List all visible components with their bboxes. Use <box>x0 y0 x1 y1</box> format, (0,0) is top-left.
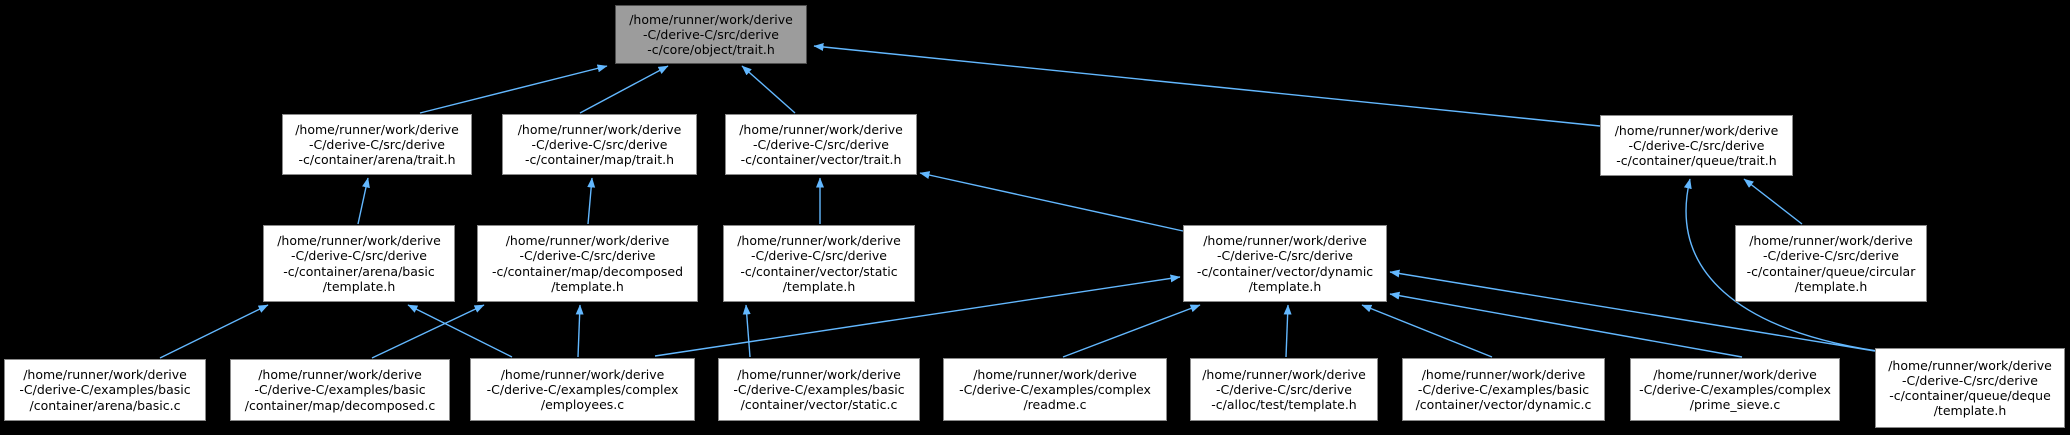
node-prime-sieve-c[interactable] <box>1630 358 1840 421</box>
node-label-line: /readme.c <box>1023 397 1087 413</box>
edge-vector-trait--object-trait <box>742 66 795 113</box>
node-label-line: /home/runner/work/derive <box>1202 366 1366 382</box>
node-label-line: -C/derive-C/src/derive <box>750 248 887 264</box>
node-label-line: -C/derive-C/src/derive <box>642 26 779 42</box>
node-label-line: -C/derive-C/src/derive <box>752 136 889 152</box>
node-label-line: -C/derive-C/src/derive <box>519 248 656 264</box>
node-label-line: /home/runner/work/derive <box>295 121 459 137</box>
node-arena-basic-template[interactable] <box>263 225 455 302</box>
node-vector-static-template[interactable] <box>723 225 915 302</box>
node-label-line: -C/derive-C/src/derive <box>1216 248 1353 264</box>
node-label-line: /home/runner/work/derive <box>505 233 670 249</box>
node-label-line: /home/runner/work/derive <box>739 121 903 137</box>
node-label-line: /container/arena/basic.c <box>29 397 181 413</box>
edge-arena-trait--object-trait <box>420 66 607 113</box>
node-label-line: /prime_sieve.c <box>1689 397 1781 413</box>
node-arena-basic-c[interactable] <box>4 359 206 421</box>
node-label-line: /template.h <box>1933 403 2007 419</box>
node-label-line: /template.h <box>322 278 396 294</box>
node-label-line: /home/runner/work/derive <box>1888 357 2052 373</box>
node-vector-dynamic-c[interactable] <box>1402 358 1605 421</box>
node-label-line: -c/core/object/trait.h <box>647 42 775 58</box>
node-vector-static-c[interactable] <box>718 358 920 421</box>
node-employees-c[interactable] <box>470 358 695 421</box>
node-label-line: -C/derive-C/src/derive <box>1215 381 1352 397</box>
node-label-line: -c/container/queue/circular <box>1746 263 1916 279</box>
edge-alloc-test-template--vector-dynamic-template <box>1286 305 1288 357</box>
node-label-line: -c/container/vector/dynamic <box>1196 263 1374 279</box>
node-label-line: -C/derive-C/examples/basic <box>1417 381 1590 397</box>
node-label-line: -c/container/queue/trait.h <box>1616 153 1777 169</box>
edge-arena-basic-template--arena-trait <box>358 178 368 224</box>
edge-queue-trait--object-trait <box>814 46 1600 126</box>
edge-vector-dynamic-template--vector-trait <box>920 173 1183 231</box>
edge-arena-basic-c--arena-basic-template <box>160 305 268 358</box>
edge-map-trait--object-trait <box>580 66 668 113</box>
node-label-line: -C/derive-C/examples/basic <box>19 382 191 398</box>
node-label-line: -c/container/map/decomposed <box>491 263 684 279</box>
node-label-line: /home/runner/work/derive <box>1203 233 1367 249</box>
node-label-line: -c/container/arena/trait.h <box>298 152 456 168</box>
node-label-line: -C/derive-C/examples/complex <box>1639 381 1831 397</box>
node-vector-trait[interactable] <box>725 114 917 175</box>
node-label-line: /home/runner/work/derive <box>1421 366 1586 382</box>
node-label-line: -c/alloc/test/template.h <box>1211 397 1357 413</box>
node-map-trait[interactable] <box>502 114 697 175</box>
node-label-line: /home/runner/work/derive <box>737 233 901 249</box>
node-label-line: /employees.c <box>540 397 625 413</box>
node-label-line: -c/container/map/trait.h <box>525 152 674 168</box>
node-label-line: -c/container/queue/deque <box>1889 388 2051 403</box>
edge-vector-static-c--vector-static-template <box>746 305 750 357</box>
edge-prime-sieve-c--vector-dynamic-template <box>1390 294 1742 357</box>
node-label-line: /container/map/decomposed.c <box>244 397 436 413</box>
node-label-line: /template.h <box>551 278 624 294</box>
node-queue-circular-template[interactable] <box>1735 225 1927 302</box>
node-map-decomposed-c[interactable] <box>230 359 450 421</box>
edge-readme-c--vector-dynamic-template <box>1063 305 1200 357</box>
node-label-line: /home/runner/work/derive <box>973 366 1137 382</box>
node-vector-dynamic-template[interactable] <box>1183 225 1387 302</box>
node-label-line: -C/derive-C/src/derive <box>290 248 427 264</box>
node-object-trait <box>615 5 807 64</box>
node-label-line: -C/derive-C/src/derive <box>1628 137 1765 153</box>
node-label-line: /home/runner/work/derive <box>737 366 901 382</box>
edge-queue-circular-template--queue-trait <box>1744 179 1802 224</box>
node-label-line: -C/derive-C/src/derive <box>1901 372 2038 388</box>
node-label-line: /home/runner/work/derive <box>500 366 665 382</box>
node-label-line: /home/runner/work/derive <box>1653 366 1817 382</box>
node-label-line: /home/runner/work/derive <box>258 367 422 383</box>
edge-map-decomposed-template--map-trait <box>588 178 592 224</box>
edge-map-decomposed-c--map-decomposed-template <box>372 305 484 358</box>
node-label-line: /home/runner/work/derive <box>277 233 441 249</box>
node-label-line: -C/derive-C/src/derive <box>308 136 445 152</box>
edge-employees-c--map-decomposed-template <box>578 305 580 357</box>
node-arena-trait[interactable] <box>282 114 472 175</box>
node-label-line: /home/runner/work/derive <box>1749 233 1913 249</box>
node-label-line: /home/runner/work/derive <box>23 367 187 383</box>
node-label-line: /home/runner/work/derive <box>1614 122 1779 138</box>
node-label-line: -c/container/arena/basic <box>283 263 435 279</box>
node-readme-c[interactable] <box>943 358 1167 421</box>
node-label-line: -C/derive-C/examples/basic <box>733 381 905 397</box>
node-label-line: -C/derive-C/examples/complex <box>959 381 1151 397</box>
node-label-line: /container/vector/static.c <box>740 397 898 413</box>
node-label-line: -C/derive-C/examples/complex <box>486 381 679 397</box>
node-label-line: -C/derive-C/examples/basic <box>254 382 426 398</box>
node-label-line: -C/derive-C/src/derive <box>1762 248 1899 264</box>
node-label-line: /home/runner/work/derive <box>629 11 793 27</box>
node-map-decomposed-template[interactable] <box>477 225 698 302</box>
edge-employees-c--arena-basic-template <box>408 305 512 357</box>
node-label-line: -c/container/vector/static <box>740 263 898 279</box>
node-label-line: -c/container/vector/trait.h <box>740 152 902 168</box>
node-label-line: /template.h <box>1248 278 1322 294</box>
node-alloc-test-template[interactable] <box>1190 358 1378 421</box>
node-label-line: -C/derive-C/src/derive <box>531 136 668 152</box>
node-label-line: /template.h <box>782 278 856 294</box>
node-queue-deque-template[interactable] <box>1875 348 2065 428</box>
node-label-line: /home/runner/work/derive <box>517 121 682 137</box>
node-label-line: /container/vector/dynamic.c <box>1415 397 1592 413</box>
edge-vector-dynamic-c--vector-dynamic-template <box>1362 305 1492 357</box>
node-queue-trait[interactable] <box>1600 115 1793 176</box>
node-label-line: /template.h <box>1794 278 1868 294</box>
